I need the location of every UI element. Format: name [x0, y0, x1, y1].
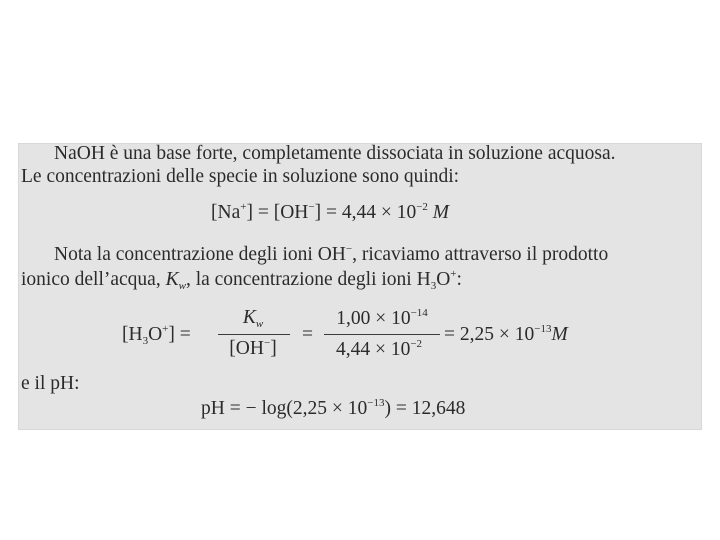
paragraph-2-line-1b: , ricaviamo attraverso il prodotto [352, 244, 609, 265]
paragraph-2-colon: : [456, 269, 462, 290]
eq3-result: ) = 12,648 [384, 398, 466, 419]
eq2-lhs-o: O [148, 324, 163, 345]
eq2-num-exponent: −14 [410, 307, 428, 319]
eq2-oh-close: ] [270, 338, 277, 359]
eq1-unit: M [432, 202, 450, 223]
eq2-equals-sign: = [302, 324, 313, 345]
eq2-result-unit: M [551, 324, 568, 345]
eq2-fraction-2-numerator [324, 308, 440, 330]
eq2-result-exponent: −13 [534, 323, 552, 335]
eq1-value: ] = 4,44 × 10 [314, 202, 417, 223]
eq2-oh-charge: − [263, 337, 271, 349]
eq1-oh: ] = [OH [246, 202, 309, 223]
paragraph-2-h3o-charge: + [450, 268, 457, 280]
paragraph-2-line-2 [21, 269, 462, 291]
eq3-expression: pH = − log(2,25 × 10 [201, 398, 368, 419]
eq2-fraction-1-numerator [218, 307, 288, 329]
equation-concentrations [211, 202, 449, 224]
eq2-fraction-1-denominator [216, 338, 290, 360]
paragraph-2-kw: K [165, 269, 179, 290]
eq2-lhs-h: [H [122, 324, 143, 345]
eq2-fraction-2-denominator [324, 339, 434, 361]
paragraph-3-text: e il pH: [21, 373, 80, 394]
eq2-lhs-charge: + [162, 323, 169, 335]
paragraph-2-h3o: O [436, 269, 451, 290]
paragraph-1-line-2-text: Le concentrazioni delle specie in soluzione sono quindi: [21, 166, 460, 187]
paragraph-2-kw-sub: w [178, 280, 186, 292]
eq1-oh-charge: − [308, 201, 315, 213]
paragraph-3 [21, 373, 80, 395]
eq1-na-charge: + [240, 201, 247, 213]
eq2-oh: [OH [229, 338, 264, 359]
eq2-fraction-1-bar [218, 334, 290, 335]
eq3-exponent: −13 [367, 397, 385, 409]
paragraph-2-line-1a: Nota la concentrazione degli ioni OH [54, 244, 346, 265]
eq2-lhs-equals: ] = [168, 324, 191, 345]
paragraph-1-line-1 [54, 143, 616, 165]
paragraph-2-line-1 [54, 244, 608, 266]
paragraph-2-h3o-sub: 3 [430, 280, 437, 292]
eq2-kw-sub: w [255, 318, 264, 330]
eq2-fraction-2-bar [324, 334, 440, 335]
paragraph-1-line-2 [21, 166, 459, 188]
eq2-num-value: 1,00 × 10 [336, 308, 411, 329]
eq2-den-value: 4,44 × 10 [335, 339, 411, 360]
paragraph-2-oh-charge: − [345, 243, 353, 255]
eq2-den-exponent: −2 [410, 338, 423, 350]
paragraph-2-line-2b: , la concentrazione degli ioni H [185, 269, 431, 290]
eq2-result-value: = 2,25 × 10 [444, 324, 535, 345]
paragraph-1-line-1-text: NaOH è una base forte, completamente dissociata in soluzione acquosa. [54, 143, 616, 164]
eq2-kw: K [242, 307, 256, 328]
equation-ph [201, 398, 465, 420]
paragraph-2-line-2a: ionico dell’acqua, [21, 269, 166, 290]
eq2-equals [302, 324, 313, 346]
eq1-exponent: −2 [416, 201, 428, 213]
textbook-scan [18, 143, 702, 430]
eq2-result [444, 324, 568, 346]
eq1-na: [Na [211, 202, 241, 223]
eq2-lhs-sub: 3 [142, 335, 149, 347]
eq2-lhs [122, 324, 191, 346]
